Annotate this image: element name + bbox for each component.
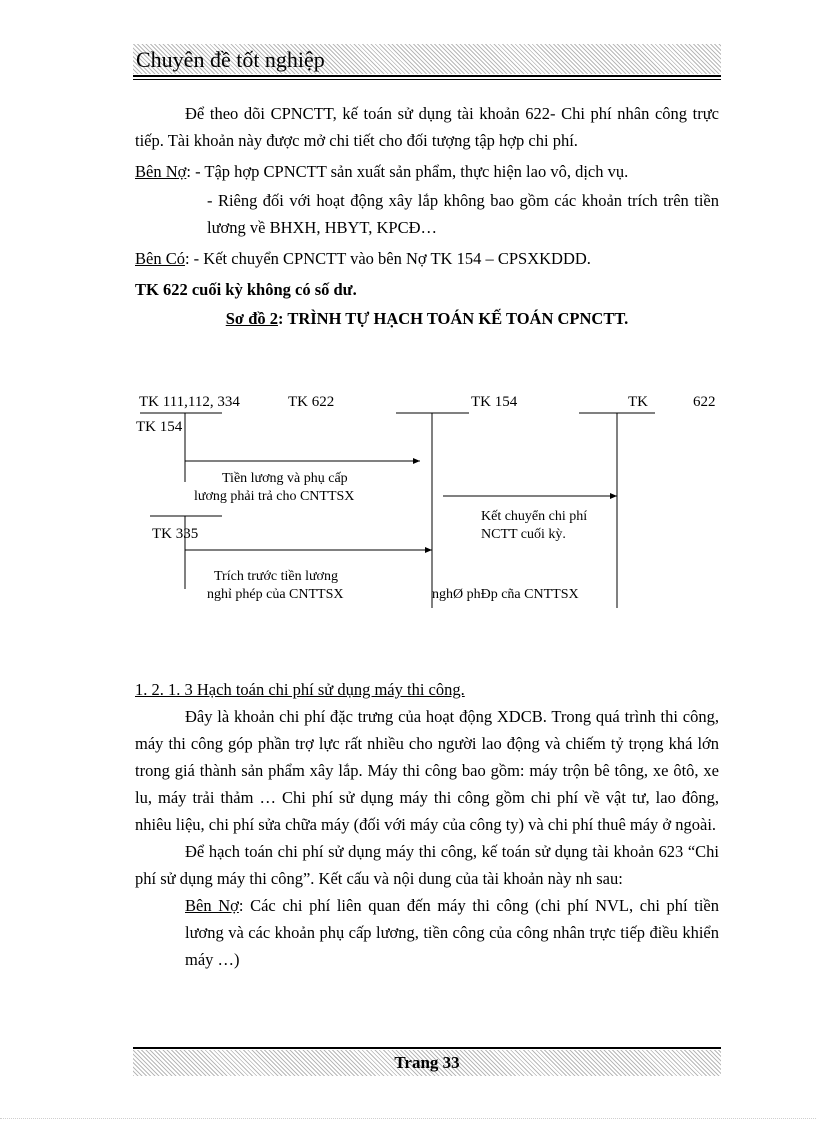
label-accrual-2: nghỉ phép của CNTTSX [207,587,344,602]
header-rule [133,75,721,77]
credit-line [135,245,719,272]
label-garbled: nghØ phÐp cña CNTTSX [432,587,579,602]
debit-623-line [135,892,719,973]
label-transfer-2: NCTT cuối kỳ. [481,527,566,542]
label-salary-2: lương phải trả cho CNTTSX [194,489,355,504]
credit-label: Bên Có [135,249,185,268]
paragraph-account-623: Để hạch toán chi phí sử dụng máy thi công, kế toán sử dụng tài khoản 623 “Chi phí sử dụng máy thi công”. Kết cấu và nội dung của tài khoản này nh sau: [135,842,719,888]
header-rule-thin [133,79,721,80]
debit-line [135,158,719,185]
header-title: Chuyên đề tốt nghiệp [136,47,325,72]
acct-622-right: 622 [693,394,716,410]
credit-text: : - Kết chuyển CPNCTT vào bên Nợ TK 154 – CPSXKDDD. [184,249,591,268]
debit-label: Bên Nợ [135,162,187,181]
diagram-title [135,305,719,332]
balance-note: TK 622 cuối kỳ không có số dư. [135,280,357,299]
page-number: Trang 33 [394,1053,460,1072]
label-salary-1: Tiền lương và phụ cấp [222,471,348,486]
page-header [133,44,721,74]
page-edge [0,1118,816,1119]
debit-text-1: : - Tập hợp CPNCTT sản xuất sản phẩm, thực hiện lao vô, dịch vụ. [186,162,629,181]
debit-623-text: : Các chi phí liên quan đến máy thi công (chi phí NVL, chi phí tiền lương và các khoản phụ cấp lương, tiền công của công nhân trực tiếp điều khiển máy …) [185,896,719,969]
acct-622: TK 622 [288,394,335,410]
label-transfer-1: Kết chuyển chi phí [481,509,588,524]
acct-tk: TK [628,394,648,410]
acct-154-left: TK 154 [136,419,183,435]
section-account-622 [135,100,719,332]
debit-623-label: Bên Nợ [185,896,239,915]
debit-text-2: - Riêng đối với hoạt động xây lắp không bao gồm các khoản trích trên tiền lương về BHXH, HBYT, KPCĐ… [207,191,719,237]
paragraph-machine-intro: Đây là khoản chi phí đặc trưng của hoạt động XDCB. Trong quá trình thi công, máy thi công góp phần trợ lực rất nhiều cho người lao động và chiếm tỷ trọng khá lớn trong giá thành sản phẩm xây lắp. Máy thi công bao gồm: máy trộn bê tông, xe ôtô, xe lu, máy trải thảm … Chi phí sử dụng máy thi công gồm chi phí về vật tư, lao đông, nhiêu liệu, chi phí sửa chữa máy (đối với máy của công ty) và chi phí thuê máy ở ngoài. [135,707,719,834]
label-accrual-1: Trích trước tiền lương [214,569,338,584]
acct-154: TK 154 [471,394,518,410]
diagram-title-rest: : TRÌNH TỰ HẠCH TOÁN KẾ TOÁN CPNCTT. [278,309,629,328]
page-footer [133,1050,721,1076]
section-heading: 1. 2. 1. 3 Hạch toán chi phí sử dụng máy thi công. [135,680,465,699]
section-machine-cost [135,676,719,973]
paragraph-intro: Để theo dõi CPNCTT, kế toán sử dụng tài khoản 622- Chi phí nhân công trực tiếp. Tài khoản này được mở chi tiết cho đối tượng tập hợp chi phí. [135,104,719,150]
acct-111-112-334: TK 111,112, 334 [139,394,240,410]
acct-335: TK 335 [152,526,199,542]
diagram-title-prefix: Sơ đồ 2 [225,309,278,328]
footer-rule [133,1047,721,1049]
